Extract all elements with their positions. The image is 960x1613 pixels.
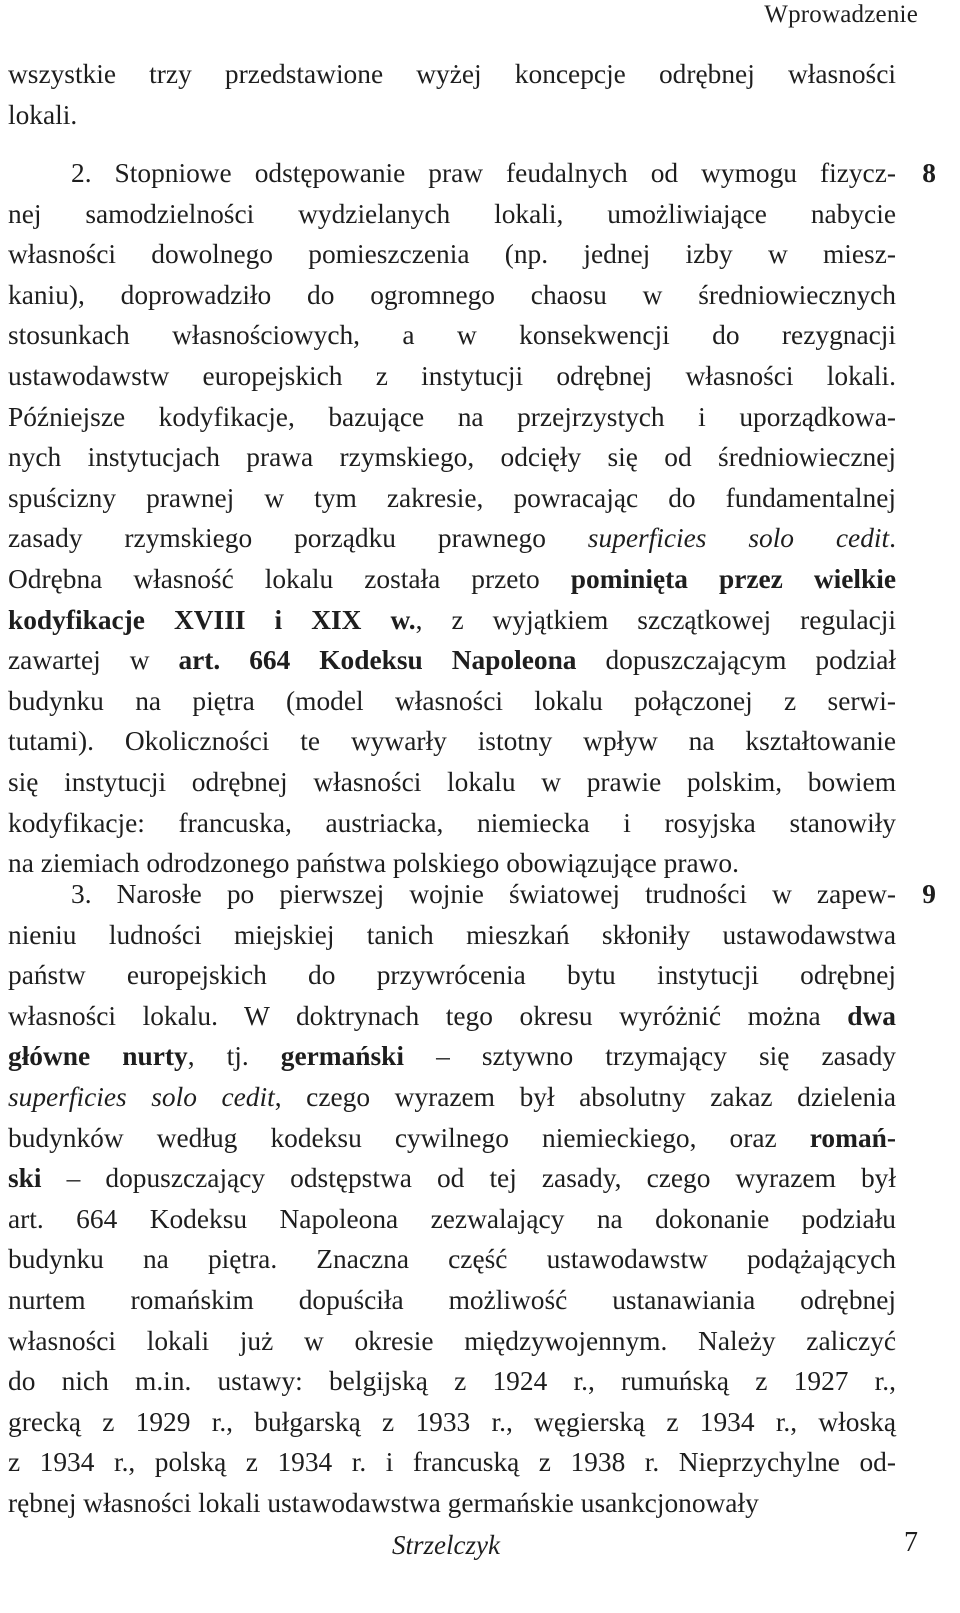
text-run: zawartej w — [8, 645, 179, 676]
text-line: tutami). Okoliczności te wywarły istotny wpływ na kształtowanie — [8, 726, 896, 757]
bold-phrase: art. 664 Kodeksu Napoleona — [178, 645, 577, 676]
text-line — [8, 996, 896, 1037]
text-line: kaniu), doprowadziło do ogromnego chaosu w średniowiecznych — [8, 279, 896, 310]
text-run: dopuszczającym podział — [576, 645, 897, 676]
text-line — [8, 1118, 896, 1159]
running-header: Wprowadzenie — [764, 1, 918, 28]
text-line: nej samodzielności wydzielanych lokali, umożliwiające nabycie — [8, 198, 896, 229]
text-line: spuścizny prawnej w tym zakresie, powracając do fundamentalnej — [8, 482, 896, 513]
text-line — [8, 1158, 896, 1199]
text-run: Odrębna własność lokalu została przeto — [8, 563, 571, 594]
paragraph-2 — [8, 153, 896, 884]
text-line: wszystkie trzy przedstawione wyżej koncepcje odrębnej własności — [8, 59, 896, 89]
text-run: własności lokalu. W doktrynach tego okresu wyróżnić można — [8, 1000, 848, 1031]
bold-phrase: dwa — [847, 1000, 896, 1031]
text-run: . — [889, 523, 896, 554]
paragraph-3 — [8, 874, 896, 1524]
text-line — [8, 600, 896, 641]
margin-number: 9 — [922, 879, 936, 909]
text-run: – sztywno trzymający się zasady — [404, 1041, 896, 1072]
bold-phrase: główne nurty — [8, 1041, 188, 1072]
text-line: ustawodawstw europejskich z instytucji odrębnej własności lokali. — [8, 360, 896, 391]
margin-number: 8 — [922, 158, 936, 188]
page-number: 7 — [904, 1527, 918, 1558]
text-line: lokali. — [8, 99, 78, 130]
text-line: kodyfikacje: francuska, austriacka, niemiecka i rosyjska stanowiły — [8, 807, 896, 838]
text-line: nych instytucjach prawa rzymskiego, odcięły się od średniowiecznej — [8, 442, 896, 473]
text-line — [8, 640, 896, 681]
text-line: 3. Narosłe po pierwszej wojnie światowej trudności w zapew- — [71, 879, 896, 909]
bold-phrase: germański — [280, 1041, 405, 1072]
text-run: budynków według kodeksu cywilnego niemieckiego, oraz — [8, 1122, 810, 1153]
text-line: budynku na piętra. Znaczna część ustawodawstw podążających — [8, 1244, 896, 1275]
text-line — [8, 1077, 896, 1118]
bold-phrase: ski — [8, 1163, 42, 1194]
text-line: własności dowolnego pomieszczenia (np. jednej izby w miesz- — [8, 239, 896, 270]
text-line — [8, 559, 896, 600]
text-run: , z wyjątkiem szczątkowej regulacji — [415, 604, 896, 635]
text-run: – dopuszczający odstępstwa od tej zasady, czego wyrazem był — [41, 1163, 896, 1194]
text-line: nieniu ludności miejskiej tanich mieszkań skłoniły ustawodawstwa — [8, 919, 896, 950]
text-line: na ziemiach odrodzonego państwa polskiego obowiązujące prawo. — [8, 848, 739, 879]
text-line: budynku na piętra (model własności lokalu połączonej z serwi- — [8, 685, 896, 716]
text-line: własności lokali już w okresie międzywojennym. Należy zaliczyć — [8, 1325, 896, 1356]
paragraph-continuation — [8, 54, 896, 135]
text-line — [8, 1036, 896, 1077]
text-line: grecką z 1929 r., bułgarską z 1933 r., węgierską z 1934 r., włoską — [8, 1406, 896, 1437]
text-line: rębnej własności lokali ustawodawstwa germańskie usankcjonowały — [8, 1487, 759, 1518]
bold-phrase: romań- — [809, 1122, 896, 1153]
footer-author: Strzelczyk — [392, 1530, 500, 1560]
text-line: państw europejskich do przywrócenia bytu instytucji odrębnej — [8, 960, 896, 991]
text-line: Późniejsze kodyfikacje, bazujące na przejrzystych i uporządkowa- — [8, 401, 896, 432]
text-run: , tj. — [187, 1041, 281, 1072]
latin-phrase: superficies solo cedit — [587, 523, 890, 554]
bold-phrase: kodyfikacje XVIII i XIX w. — [8, 604, 416, 635]
text-run: zasady rzymskiego porządku prawnego — [8, 523, 588, 554]
text-line: do nich m.in. ustawy: belgijską z 1924 r., rumuńską z 1927 r., — [8, 1366, 896, 1397]
latin-phrase: superficies solo cedit — [8, 1081, 275, 1112]
text-line: 2. Stopniowe odstępowanie praw feudalnych od wymogu fizycz- — [71, 158, 896, 188]
text-line: stosunkach własnościowych, a w konsekwencji do rezygnacji — [8, 320, 896, 351]
text-line — [8, 518, 896, 559]
text-line: nurtem romańskim dopuściła możliwość ustanawiania odrębnej — [8, 1284, 896, 1315]
text-line: art. 664 Kodeksu Napoleona zezwalający na dokonanie podziału — [8, 1203, 896, 1234]
text-run: , czego wyrazem był absolutny zakaz dzielenia — [274, 1081, 896, 1112]
text-line: z 1934 r., polską z 1934 r. i francuską z 1938 r. Nieprzychylne od- — [8, 1447, 896, 1478]
bold-phrase: pominięta przez wielkie — [570, 563, 896, 594]
text-line: się instytucji odrębnej własności lokalu w prawie polskim, bowiem — [8, 766, 896, 797]
